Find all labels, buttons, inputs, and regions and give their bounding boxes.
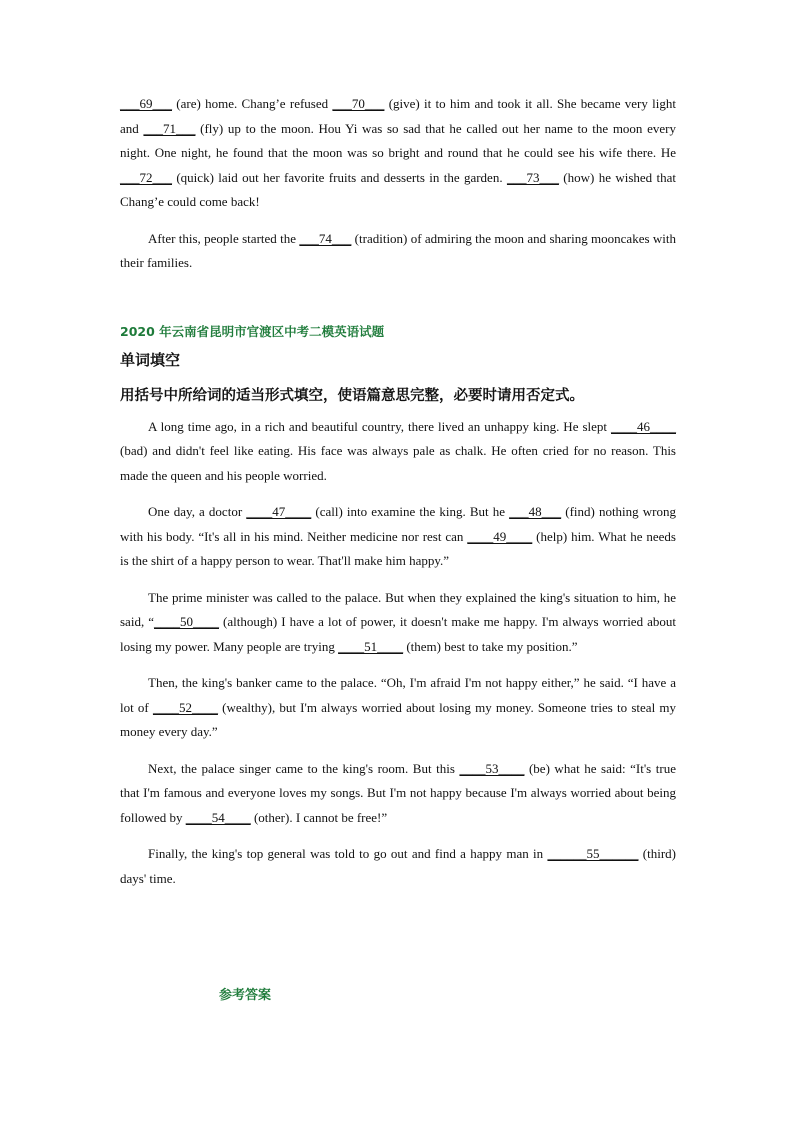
passage1-paragraph1 <box>120 92 676 215</box>
document-body <box>120 92 676 891</box>
text: After this, people started the <box>148 230 300 246</box>
text: (bad) and didn't feel like eating. His face was always pale as chalk. He often cried for no reason. This made the queen and his people worried. <box>120 443 676 483</box>
text: (call) into examine the king. But he <box>311 504 510 519</box>
text: Next, the palace singer came to the king's room. But this <box>148 760 460 776</box>
text: (other). I cannot be free!” <box>250 809 388 825</box>
passage2-paragraph4 <box>120 671 676 745</box>
passage1-paragraph2 <box>120 227 676 276</box>
blank-69[interactable]: ___69___ <box>120 96 172 111</box>
text: (find) nothing wrong with his body. “It's all in his mind. Neither medicine nor rest can <box>120 504 676 544</box>
section-heading: 单词填空 <box>120 350 181 369</box>
passage2-paragraph3 <box>120 586 676 660</box>
blank-48[interactable]: ___48___ <box>509 504 562 519</box>
text: (although) I have a lot of power, it doesn't make me happy. I'm always worried about losing my power. Many people are trying <box>120 614 676 654</box>
blank-70[interactable]: ___70___ <box>332 96 385 111</box>
text: (them) best to take my position.” <box>403 638 578 654</box>
blank-71[interactable]: ___71___ <box>143 120 196 136</box>
instruction-text: 用括号中所给词的适当形式填空，使语篇意思完整，必要时请用否定式。 <box>120 387 584 404</box>
text: (fly) up to the moon. Hou Yi was so sad that he called out her name to the moon every night. One night, he found that the moon was so bright and round that he could see his wife there. He <box>120 120 676 160</box>
blank-72[interactable]: ___72___ <box>120 169 172 185</box>
text: (tradition) of admiring the moon and sharing mooncakes with their families. <box>120 230 676 270</box>
blank-46[interactable]: ____46____ <box>611 418 676 434</box>
text: (quick) laid out her favorite fruits and desserts in the garden. <box>172 169 507 185</box>
blank-50[interactable]: ____50____ <box>154 614 219 629</box>
blank-53[interactable]: ____53____ <box>459 760 525 776</box>
blank-52[interactable]: ____52____ <box>152 699 218 715</box>
text: A long time ago, in a rich and beautiful country, there lived an unhappy king. He slept <box>148 418 611 434</box>
answer-heading: 参考答案 <box>219 988 272 1003</box>
passage2-paragraph5 <box>120 757 676 831</box>
text: One day, a doctor <box>148 504 247 519</box>
text: (are) home. Chang’e refused <box>172 96 333 111</box>
text: (help) him. What he needs is the shirt of a happy person to wear. That'll make him happy.” <box>120 528 676 568</box>
blank-49[interactable]: ____49____ <box>467 528 533 544</box>
text: (third) days' time. <box>120 846 676 886</box>
blank-47[interactable]: ____47____ <box>246 504 312 519</box>
source-title: 2020 年云南省昆明市官渡区中考二模英语试题 <box>120 323 385 339</box>
text: (give) it to him and took it all. She became very light and <box>120 96 676 136</box>
blank-51[interactable]: ____51____ <box>338 638 404 654</box>
text: The prime minister was called to the palace. But when they explained the king's situation to him, he said, “ <box>120 589 676 629</box>
blank-74[interactable]: ___74___ <box>299 230 352 246</box>
text: Then, the king's banker came to the palace. “Oh, I'm afraid I'm not happy either,” he said. “I have a lot of <box>120 675 676 715</box>
text: (how) he wished that Chang’e could come back! <box>120 169 677 209</box>
passage2-paragraph1 <box>120 415 676 489</box>
blank-54[interactable]: ____54____ <box>185 809 251 825</box>
blank-73[interactable]: ___73___ <box>506 169 559 185</box>
passage2-paragraph2 <box>120 500 676 574</box>
text: (wealthy), but I'm always worried about losing my money. Someone tries to steal my money every day.” <box>120 699 676 739</box>
text: (be) what he said: “It's true that I'm famous and everyone loves my songs. But I'm not happy because I'm always worried about being followed by <box>120 760 676 825</box>
text: Finally, the king's top general was told to go out and find a happy man in <box>148 846 548 861</box>
blank-55[interactable]: ______55______ <box>547 846 639 861</box>
passage2-paragraph6 <box>120 842 676 891</box>
